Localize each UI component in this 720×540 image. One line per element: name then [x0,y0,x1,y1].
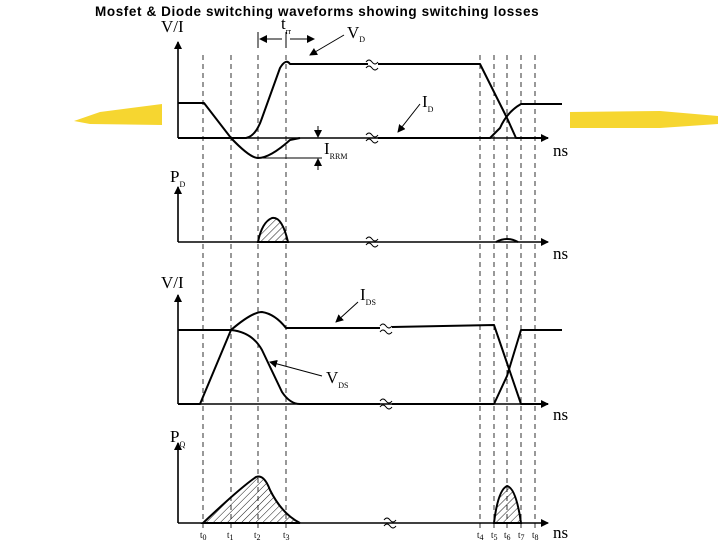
mosfet-turn-on-loss [203,477,300,523]
time-mark-label: t8 [532,530,539,540]
time-mark-label: t2 [254,530,261,540]
mosfet-power-axis-label: $P_Q$ [170,427,186,449]
time-mark-label: t7 [518,530,525,540]
vds-pointer [270,362,322,376]
mosfet-current-waveform [178,312,548,404]
diode-power-x-unit: ns [553,244,569,263]
slide-title: Mosfet & Diode switching waveforms showing switching losses [95,4,540,19]
diode-vi-x-unit: ns [553,141,569,160]
trr-label: $t_{rr}$ [281,14,292,36]
time-mark-label: t4 [477,530,484,540]
time-mark-label: t1 [227,530,234,540]
mosfet-vi-axis-label: V/I [161,273,184,292]
vds-label: $V_{DS}$ [326,368,349,390]
diode-power-axis-label: $P_D$ [170,167,186,189]
diode-loss-pulse [258,218,288,242]
time-mark-labels [200,530,539,540]
vd-label: $V_D$ [347,23,366,44]
irrm-label: $I_{RRM}$ [324,139,348,161]
time-reference-lines [203,55,535,532]
axis-break-mark [380,324,392,334]
time-mark-label: t5 [491,530,498,540]
diode-vi-axis-label: V/I [161,17,184,36]
diode-power-panel [170,167,568,263]
mosfet-power-panel [170,427,568,540]
ids-pointer [336,302,358,322]
ids-label: $I_{DS}$ [360,285,376,307]
highlighter-strokes [74,104,718,128]
time-mark-label: t0 [200,530,207,540]
highlighter-left-stroke [74,104,162,125]
mosfet-vi-x-unit: ns [553,405,569,424]
mosfet-turn-off-loss [494,486,521,523]
id-pointer [398,104,420,132]
highlighter-right-stroke [570,111,718,128]
id-label: $I_D$ [422,92,434,114]
vd-pointer [310,35,344,55]
time-mark-label: t3 [283,530,290,540]
diode-voltage-waveform [178,62,548,138]
time-mark-label: t6 [504,530,511,540]
mosfet-voltage-waveform [178,330,562,404]
mosfet-power-x-unit: ns [553,523,569,540]
